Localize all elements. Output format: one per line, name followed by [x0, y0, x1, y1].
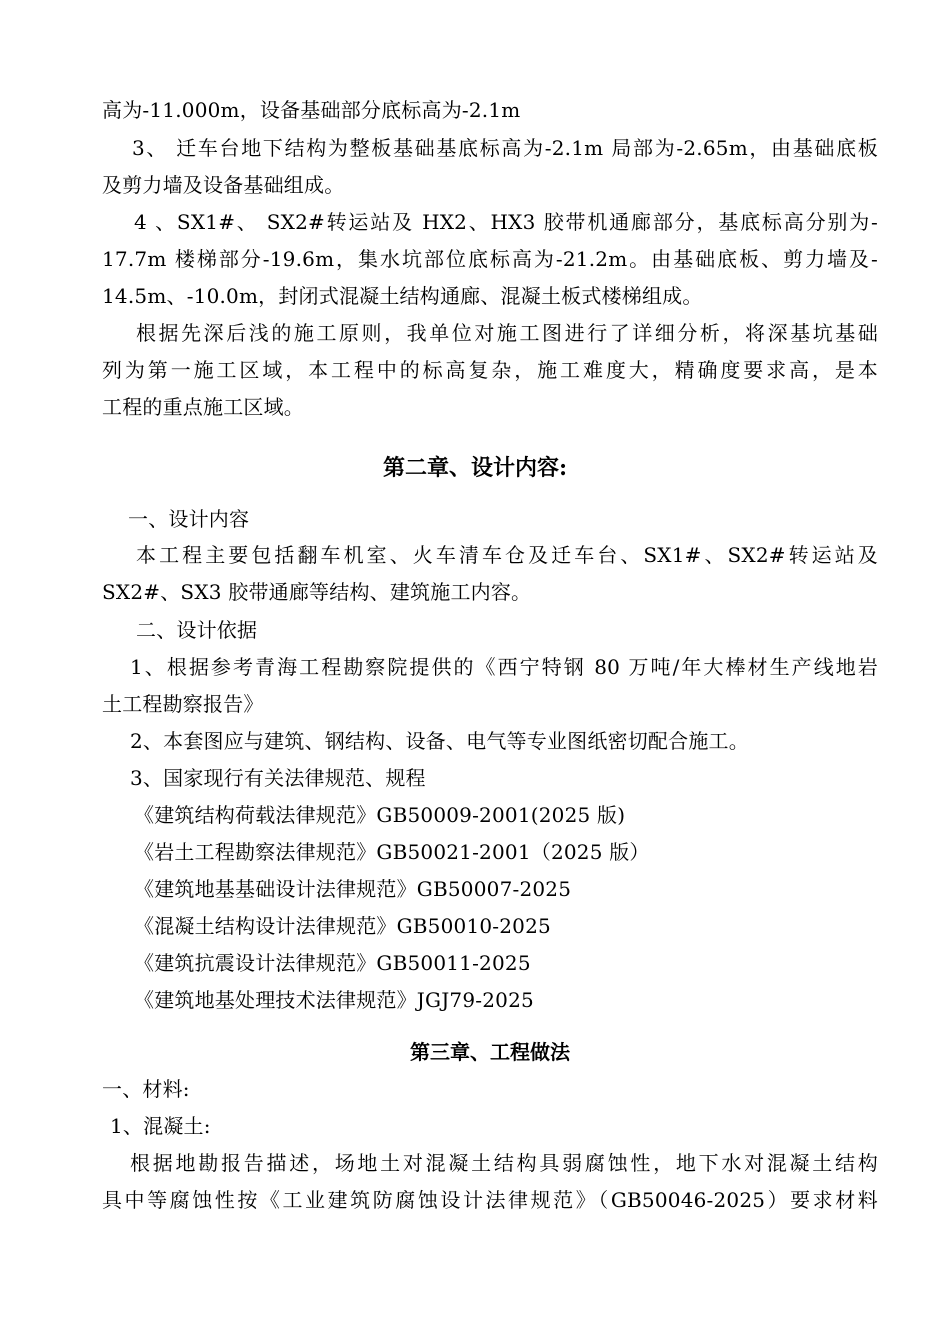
- paragraph-line: 具中等腐蚀性按《工业建筑防腐蚀设计法律规范》（GB50046-2025）要求材料: [102, 1188, 878, 1212]
- chapter-2-title: 第二章、设计内容:: [382, 455, 568, 481]
- paragraph-line: 2、本套图应与建筑、钢结构、设备、电气等专业图纸密切配合施工。: [130, 729, 749, 753]
- paragraph-line: 根据先深后浅的施工原则，我单位对施工图进行了详细分析，将深基坑基础: [136, 321, 878, 345]
- paragraph-line: 高为-11.000m，设备基础部分底标高为-2.1m: [102, 98, 521, 122]
- standard-item: 《建筑地基基础设计法律规范》GB50007-2025: [134, 877, 572, 901]
- standard-item: 《混凝土结构设计法律规范》GB50010-2025: [134, 914, 551, 938]
- subsection-heading: 1、混凝土:: [110, 1114, 211, 1138]
- section-heading: 一、设计内容: [128, 507, 250, 531]
- paragraph-line: 本工程主要包括翻车机室、火车清车仓及迁车台、SX1#、SX2#转运站及: [136, 543, 878, 567]
- paragraph-line: 17.7m 楼梯部分-19.6m，集水坑部位底标高为-21.2m。由基础底板、剪力墙及-: [102, 247, 878, 271]
- standard-item: 《建筑结构荷载法律规范》GB50009-2001(2025 版): [134, 803, 626, 827]
- paragraph-line: 土工程勘察报告》: [102, 692, 264, 716]
- paragraph-line: 4 、SX1#、 SX2#转运站及 HX2、HX3 胶带机通廊部分，基底标高分别为-: [134, 210, 878, 234]
- section-heading: 二、设计依据: [136, 618, 258, 642]
- paragraph-line: 1、根据参考青海工程勘察院提供的《西宁特钢 80 万吨/年大棒材生产线地岩: [130, 655, 878, 679]
- paragraph-line: 工程的重点施工区域。: [102, 395, 304, 419]
- section-heading: 一、材料:: [102, 1077, 190, 1101]
- paragraph-line: 及剪力墙及设备基础组成。: [102, 173, 345, 197]
- standard-item: 《建筑抗震设计法律规范》GB50011-2025: [134, 951, 531, 975]
- paragraph-line: 3、国家现行有关法律规范、规程: [130, 766, 426, 790]
- standard-item: 《岩土工程勘察法律规范》GB50021-2001（2025 版）: [134, 840, 650, 864]
- standard-item: 《建筑地基处理技术法律规范》JGJ79-2025: [134, 988, 534, 1012]
- paragraph-line: 3、 迁车台地下结构为整板基础基底标高为-2.1m 局部为-2.65m，由基础底板: [132, 136, 878, 160]
- paragraph-line: 14.5m、-10.0m，封闭式混凝土结构通廊、混凝土板式楼梯组成。: [102, 284, 703, 308]
- paragraph-line: 列为第一施工区域，本工程中的标高复杂，施工难度大，精确度要求高，是本: [102, 358, 878, 382]
- paragraph-line: SX2#、SX3 胶带通廊等结构、建筑施工内容。: [102, 580, 532, 604]
- paragraph-line: 根据地勘报告描述，场地土对混凝土结构具弱腐蚀性，地下水对混凝土结构: [130, 1151, 878, 1175]
- chapter-3-title: 第三章、工程做法: [410, 1040, 570, 1064]
